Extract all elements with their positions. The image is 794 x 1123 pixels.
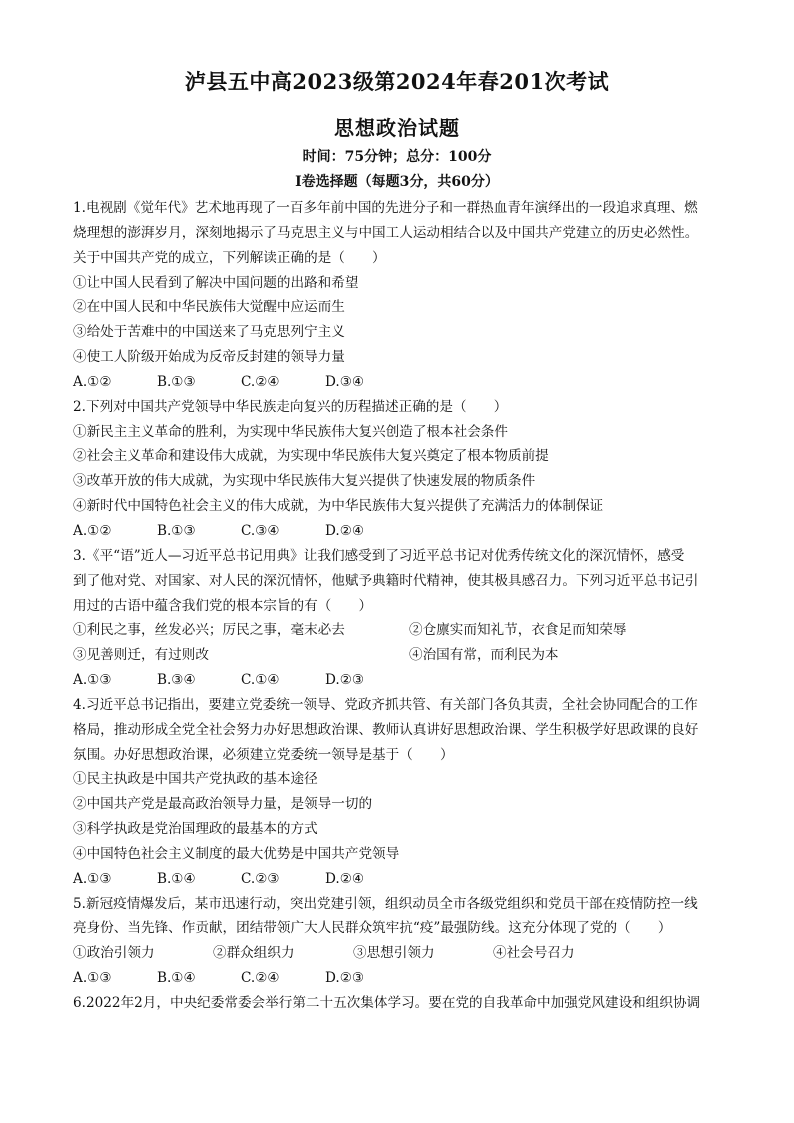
question-stem: 用过的古语中蕴含我们党的根本宗旨的有（ ）	[73, 597, 373, 614]
option-c: C.②③	[241, 870, 280, 887]
question-2	[73, 395, 733, 544]
option-a: A.①③	[73, 970, 112, 987]
statement-item: ③思想引领力	[353, 945, 435, 962]
question-stem: 5.新冠疫情爆发后，某市迅速行动，突出党建引领，组织动员全市各级党组织和党员干部在疫情防控一线	[73, 895, 698, 912]
option-d: D.③④	[325, 373, 365, 390]
question-stem: 3.《平“语”近人—习近平总书记用典》让我们感受到了习近平总书记对优秀传统文化的深沉情怀，感受	[73, 547, 685, 564]
answer-options	[73, 668, 733, 693]
question-1	[73, 196, 733, 395]
answer-options	[73, 519, 733, 544]
option-c: C.③④	[241, 522, 280, 539]
question-5	[73, 892, 733, 991]
option-a: A.①③	[73, 870, 112, 887]
question-3	[73, 544, 733, 693]
questions	[73, 196, 733, 1016]
statement-item: ③改革开放的伟大成就，为实现中华民族伟大复兴提供了快速发展的物质条件	[73, 473, 536, 490]
statement-item: ②仓廪实而知礼节，衣食足而知荣辱	[409, 622, 627, 639]
statement-row	[73, 941, 733, 966]
answer-options	[73, 966, 733, 991]
statement-row	[73, 618, 733, 643]
option-d: D.②③	[325, 970, 365, 987]
option-a: A.①③	[73, 672, 112, 689]
option-b: B.①④	[157, 970, 196, 987]
statement-item: ③给处于苦难中的中国送来了马克思列宁主义	[73, 324, 345, 341]
option-d: D.②③	[325, 672, 365, 689]
option-d: D.②④	[325, 870, 365, 887]
statement-item: ④社会号召力	[493, 945, 575, 962]
answer-options	[73, 370, 733, 395]
statement-row	[73, 643, 733, 668]
statement-item: ①新民主主义革命的胜利，为实现中华民族伟大复兴创造了根本社会条件	[73, 423, 508, 440]
option-a: A.①②	[73, 522, 112, 539]
option-b: B.①③	[157, 373, 196, 390]
option-a: A.①②	[73, 373, 112, 390]
question-stem: 到了他对党、对国家、对人民的深沉情怀，他赋予典籍时代精神，使其极具感召力。下列习近平总书记引	[73, 572, 699, 589]
statement-item: ①民主执政是中国共产党执政的基本途径	[73, 771, 318, 788]
answer-options	[73, 867, 733, 892]
exam-title: 泸县五中高2023级第2024年春201次考试	[184, 69, 610, 94]
statement-item: ①政治引领力	[73, 945, 155, 962]
statement-item: ④使工人阶级开始成为反帝反封建的领导力量	[73, 349, 345, 366]
statement-item: ②群众组织力	[213, 945, 295, 962]
question-6	[73, 991, 733, 1016]
option-c: C.②④	[241, 373, 280, 390]
question-stem: 4.习近平总书记指出，要建立党委统一领导、党政齐抓共管、有关部门各负其责，全社会协同配合的工作	[73, 696, 698, 713]
question-stem: 烧理想的澎湃岁月，深刻地揭示了马克思主义与中国工人运动相结合以及中国共产党建立的历史必然性。	[73, 224, 699, 241]
option-c: C.①④	[241, 672, 280, 689]
statement-item: ④治国有常，而利民为本	[409, 647, 559, 664]
statement-item: ④新时代中国特色社会主义的伟大成就，为中华民族伟大复兴提供了充满活力的体制保证	[73, 498, 604, 515]
question-stem: 关于中国共产党的成立，下列解读正确的是（ ）	[73, 249, 386, 266]
statement-item: ①利民之事，丝发必兴；厉民之事，毫末必去	[73, 622, 345, 639]
option-b: B.①④	[157, 870, 196, 887]
statement-item: ②社会主义革命和建设伟大成就，为实现中华民族伟大复兴奠定了根本物质前提	[73, 448, 549, 465]
question-stem: 亮身份、当先锋、作贡献，团结带领广大人民群众筑牢抗“疫”最强防线。这充分体现了党的（ ）	[73, 920, 672, 937]
statement-item: ②中国共产党是最高政治领导力量，是领导一切的	[73, 796, 373, 813]
question-stem: 1.电视剧《觉年代》艺术地再现了一百多年前中国的先进分子和一群热血青年演绎出的一段追求真理、燃	[73, 200, 698, 216]
statement-item: ③见善则迁，有过则改	[73, 647, 209, 664]
question-4	[73, 693, 733, 892]
question-stem: 氛围。办好思想政治课，必须建立党委统一领导是基于（ ）	[73, 746, 454, 763]
question-stem: 6.2022年2月，中央纪委常委会举行第二十五次集体学习。要在党的自我革命中加强党风建设和组织协调	[73, 995, 701, 1011]
exam-meta: 时间：75分钟；总分：100分	[302, 149, 492, 165]
statement-item: ③科学执政是党治国理政的最基本的方式	[73, 821, 318, 838]
option-b: B.①③	[157, 522, 196, 539]
statement-item: ④中国特色社会主义制度的最大优势是中国共产党领导	[73, 845, 400, 862]
option-b: B.③④	[157, 672, 196, 689]
question-stem: 格局，推动形成全党全社会努力办好思想政治课、教师认真讲好思想政治课、学生积极学好思政课的良好	[73, 721, 699, 738]
statement-item: ②在中国人民和中华民族伟大觉醒中应运而生	[73, 299, 345, 316]
question-stem: 2.下列对中国共产党领导中华民族走向复兴的历程描述正确的是（ ）	[73, 398, 508, 415]
option-d: D.②④	[325, 522, 365, 539]
statement-item: ①让中国人民看到了解决中国问题的出路和希望	[73, 274, 359, 291]
option-c: C.②④	[241, 970, 280, 987]
subject-title: 思想政治试题	[334, 116, 460, 140]
section-heading: I卷选择题（每题3分，共60分）	[295, 174, 499, 190]
